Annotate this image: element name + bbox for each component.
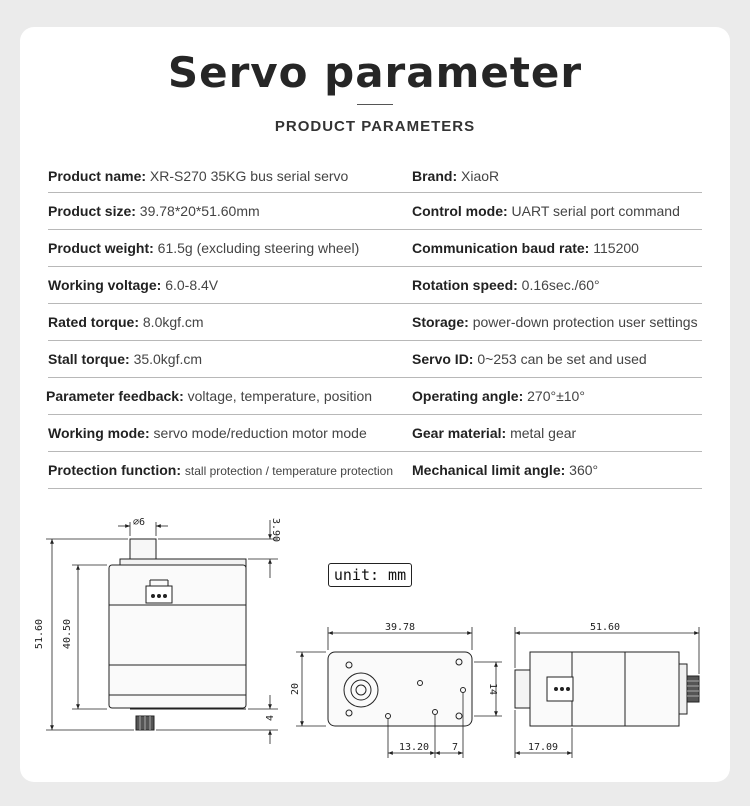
param-mechanical-limit: Mechanical limit angle: 360° <box>412 462 599 478</box>
dim-shaft-diameter: ⌀6 <box>133 517 146 528</box>
dim-side-length: 51.60 <box>589 622 621 633</box>
top-view <box>328 652 472 726</box>
dim-bottom-height: 4 <box>265 714 276 722</box>
page-title: Servo parameter <box>167 48 583 97</box>
param-rated-torque: Rated torque: 8.0kgf.cm <box>48 314 204 330</box>
dim-width: 20 <box>290 682 301 696</box>
param-product-weight: Product weight: 61.5g (excluding steering wheel) <box>48 240 360 256</box>
dim-total-height: 51.60 <box>34 618 45 650</box>
param-gear-material: Gear material: metal gear <box>412 425 577 441</box>
dim-shaft-height: 3.90 <box>270 517 281 543</box>
param-product-size: Product size: 39.78*20*51.60mm <box>48 203 260 219</box>
param-stall-torque: Stall torque: 35.0kgf.cm <box>48 351 203 367</box>
dim-shaft-offset: 13.20 <box>398 742 430 753</box>
dim-body-height: 40.50 <box>62 618 73 650</box>
param-working-mode: Working mode: servo mode/reduction motor mode <box>48 425 367 441</box>
param-storage: Storage: power-down protection user settings <box>412 314 698 330</box>
dim-hole-offset: 7 <box>451 742 459 753</box>
param-parameter-feedback: Parameter feedback: voltage, temperature, position <box>46 388 373 404</box>
param-operating-angle: Operating angle: 270°±10° <box>412 388 585 404</box>
param-servo-id: Servo ID: 0~253 can be set and used <box>412 351 647 367</box>
param-baud-rate: Communication baud rate: 115200 <box>412 240 639 256</box>
param-product-name: Product name: XR-S270 35KG bus serial servo <box>48 168 349 184</box>
front-view <box>109 539 246 730</box>
param-working-voltage: Working voltage: 6.0-8.4V <box>48 277 219 293</box>
page-subtitle: PRODUCT PARAMETERS <box>274 118 476 135</box>
param-rotation-speed: Rotation speed: 0.16sec./60° <box>412 277 600 293</box>
dim-hole-spacing: 14 <box>487 682 498 696</box>
unit-label: unit: mm <box>328 563 412 587</box>
dim-side-offset: 17.09 <box>527 742 559 753</box>
side-view <box>515 652 699 726</box>
dim-length: 39.78 <box>384 622 416 633</box>
param-brand: Brand: XiaoR <box>412 168 500 184</box>
param-protection-function: Protection function: stall protection / temperature protection <box>48 462 393 478</box>
param-control-mode: Control mode: UART serial port command <box>412 203 680 219</box>
